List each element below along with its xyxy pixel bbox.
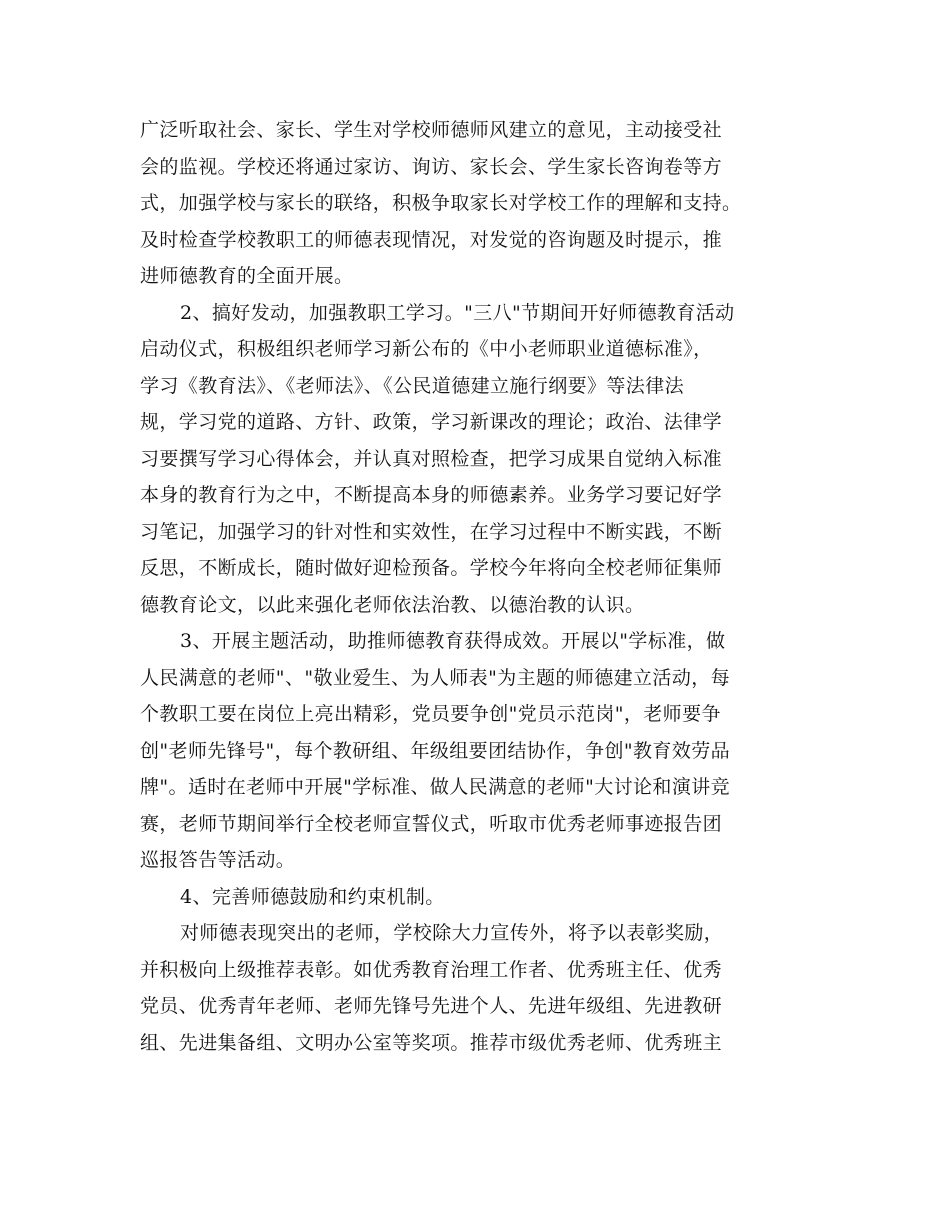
paragraph-study xyxy=(140,295,840,624)
text-line: 进师德教育的全面开展。 xyxy=(140,265,354,287)
text-line: 并积极向上级推荐表彰。如优秀教育治理工作者、优秀班主任、优秀 xyxy=(140,958,723,981)
text-line: 本身的教育行为之中，不断提高本身的师德素养。业务学习要记好学 xyxy=(140,484,723,506)
text-line: 反思，不断成长，随时做好迎检预备。学校今年将向全校老师征集师 xyxy=(140,557,723,579)
paragraph-mechanism-heading xyxy=(140,879,840,916)
text-line: 会的监视。学校还将通过家访、询访、家长会、学生家长咨询卷等方 xyxy=(140,155,723,178)
document-body xyxy=(140,112,840,1061)
text-line: 党员、优秀青年老师、老师先锋号先进个人、先进年级组、先进教研 xyxy=(140,995,723,1017)
text-line: 对师德表现突出的老师，学校除大力宣传外，将予以表彰奖励， xyxy=(180,922,724,944)
text-line: 个教职工要在岗位上亮出精彩，党员要争创"党员示范岗"，老师要争 xyxy=(140,703,721,725)
text-line: 2、搞好发动，加强教职工学习。"三八"节期间开好师德教育活动 xyxy=(180,301,735,324)
text-line: 式，加强学校与家长的联络，积极争取家长对学校工作的理解和支持。 xyxy=(140,192,742,214)
text-line: 习笔记，加强学习的针对性和实效性，在学习过程中不断实践，不断 xyxy=(140,520,723,543)
text-line: 3、开展主题活动，助推师德教育获得成效。开展以"学标准，做 xyxy=(180,630,726,652)
text-line: 德教育论文，以此来强化老师依法治教、以德治教的认识。 xyxy=(140,593,645,616)
paragraph-rewards xyxy=(140,915,840,1061)
text-line: 学习《教育法》、《老师法》、《公民道德建立施行纲要》等法律法 xyxy=(140,374,685,397)
paragraph-feedback xyxy=(140,112,840,295)
text-line: 启动仪式，积极组织老师学习新公布的《中小老师职业道德标准》， xyxy=(140,338,713,360)
text-line: 习要撰写学习心得体会，并认真对照检查，把学习成果自觉纳入标准 xyxy=(140,447,723,470)
text-line: 牌"。适时在老师中开展"学标准、做人民满意的老师"大讨论和演讲竞 xyxy=(140,776,731,798)
paragraph-activities xyxy=(140,623,840,879)
text-line: 人民满意的老师"、"敬业爱生、为人师表"为主题的师德建立活动，每 xyxy=(140,666,731,689)
text-line: 4、完善师德鼓励和约束机制。 xyxy=(180,885,445,908)
text-line: 广泛听取社会、家长、学生对学校师德师风建立的意见，主动接受社 xyxy=(140,119,723,141)
text-line: 规，学习党的道路、方针、政策，学习新课改的理论；政治、法律学 xyxy=(140,411,723,433)
text-line: 创"老师先锋号"，每个教研组、年级组要团结协作，争创"教育效劳品 xyxy=(140,739,731,762)
text-line: 及时检查学校教职工的师德表现情况，对发觉的咨询题及时提示，推 xyxy=(140,228,723,251)
text-line: 赛，老师节期间举行全校老师宣誓仪式，听取市优秀老师事迹报告团 xyxy=(140,812,723,835)
text-line: 巡报答告等活动。 xyxy=(140,849,296,871)
text-line: 组、先进集备组、文明办公室等奖项。推荐市级优秀老师、优秀班主 xyxy=(140,1031,723,1054)
